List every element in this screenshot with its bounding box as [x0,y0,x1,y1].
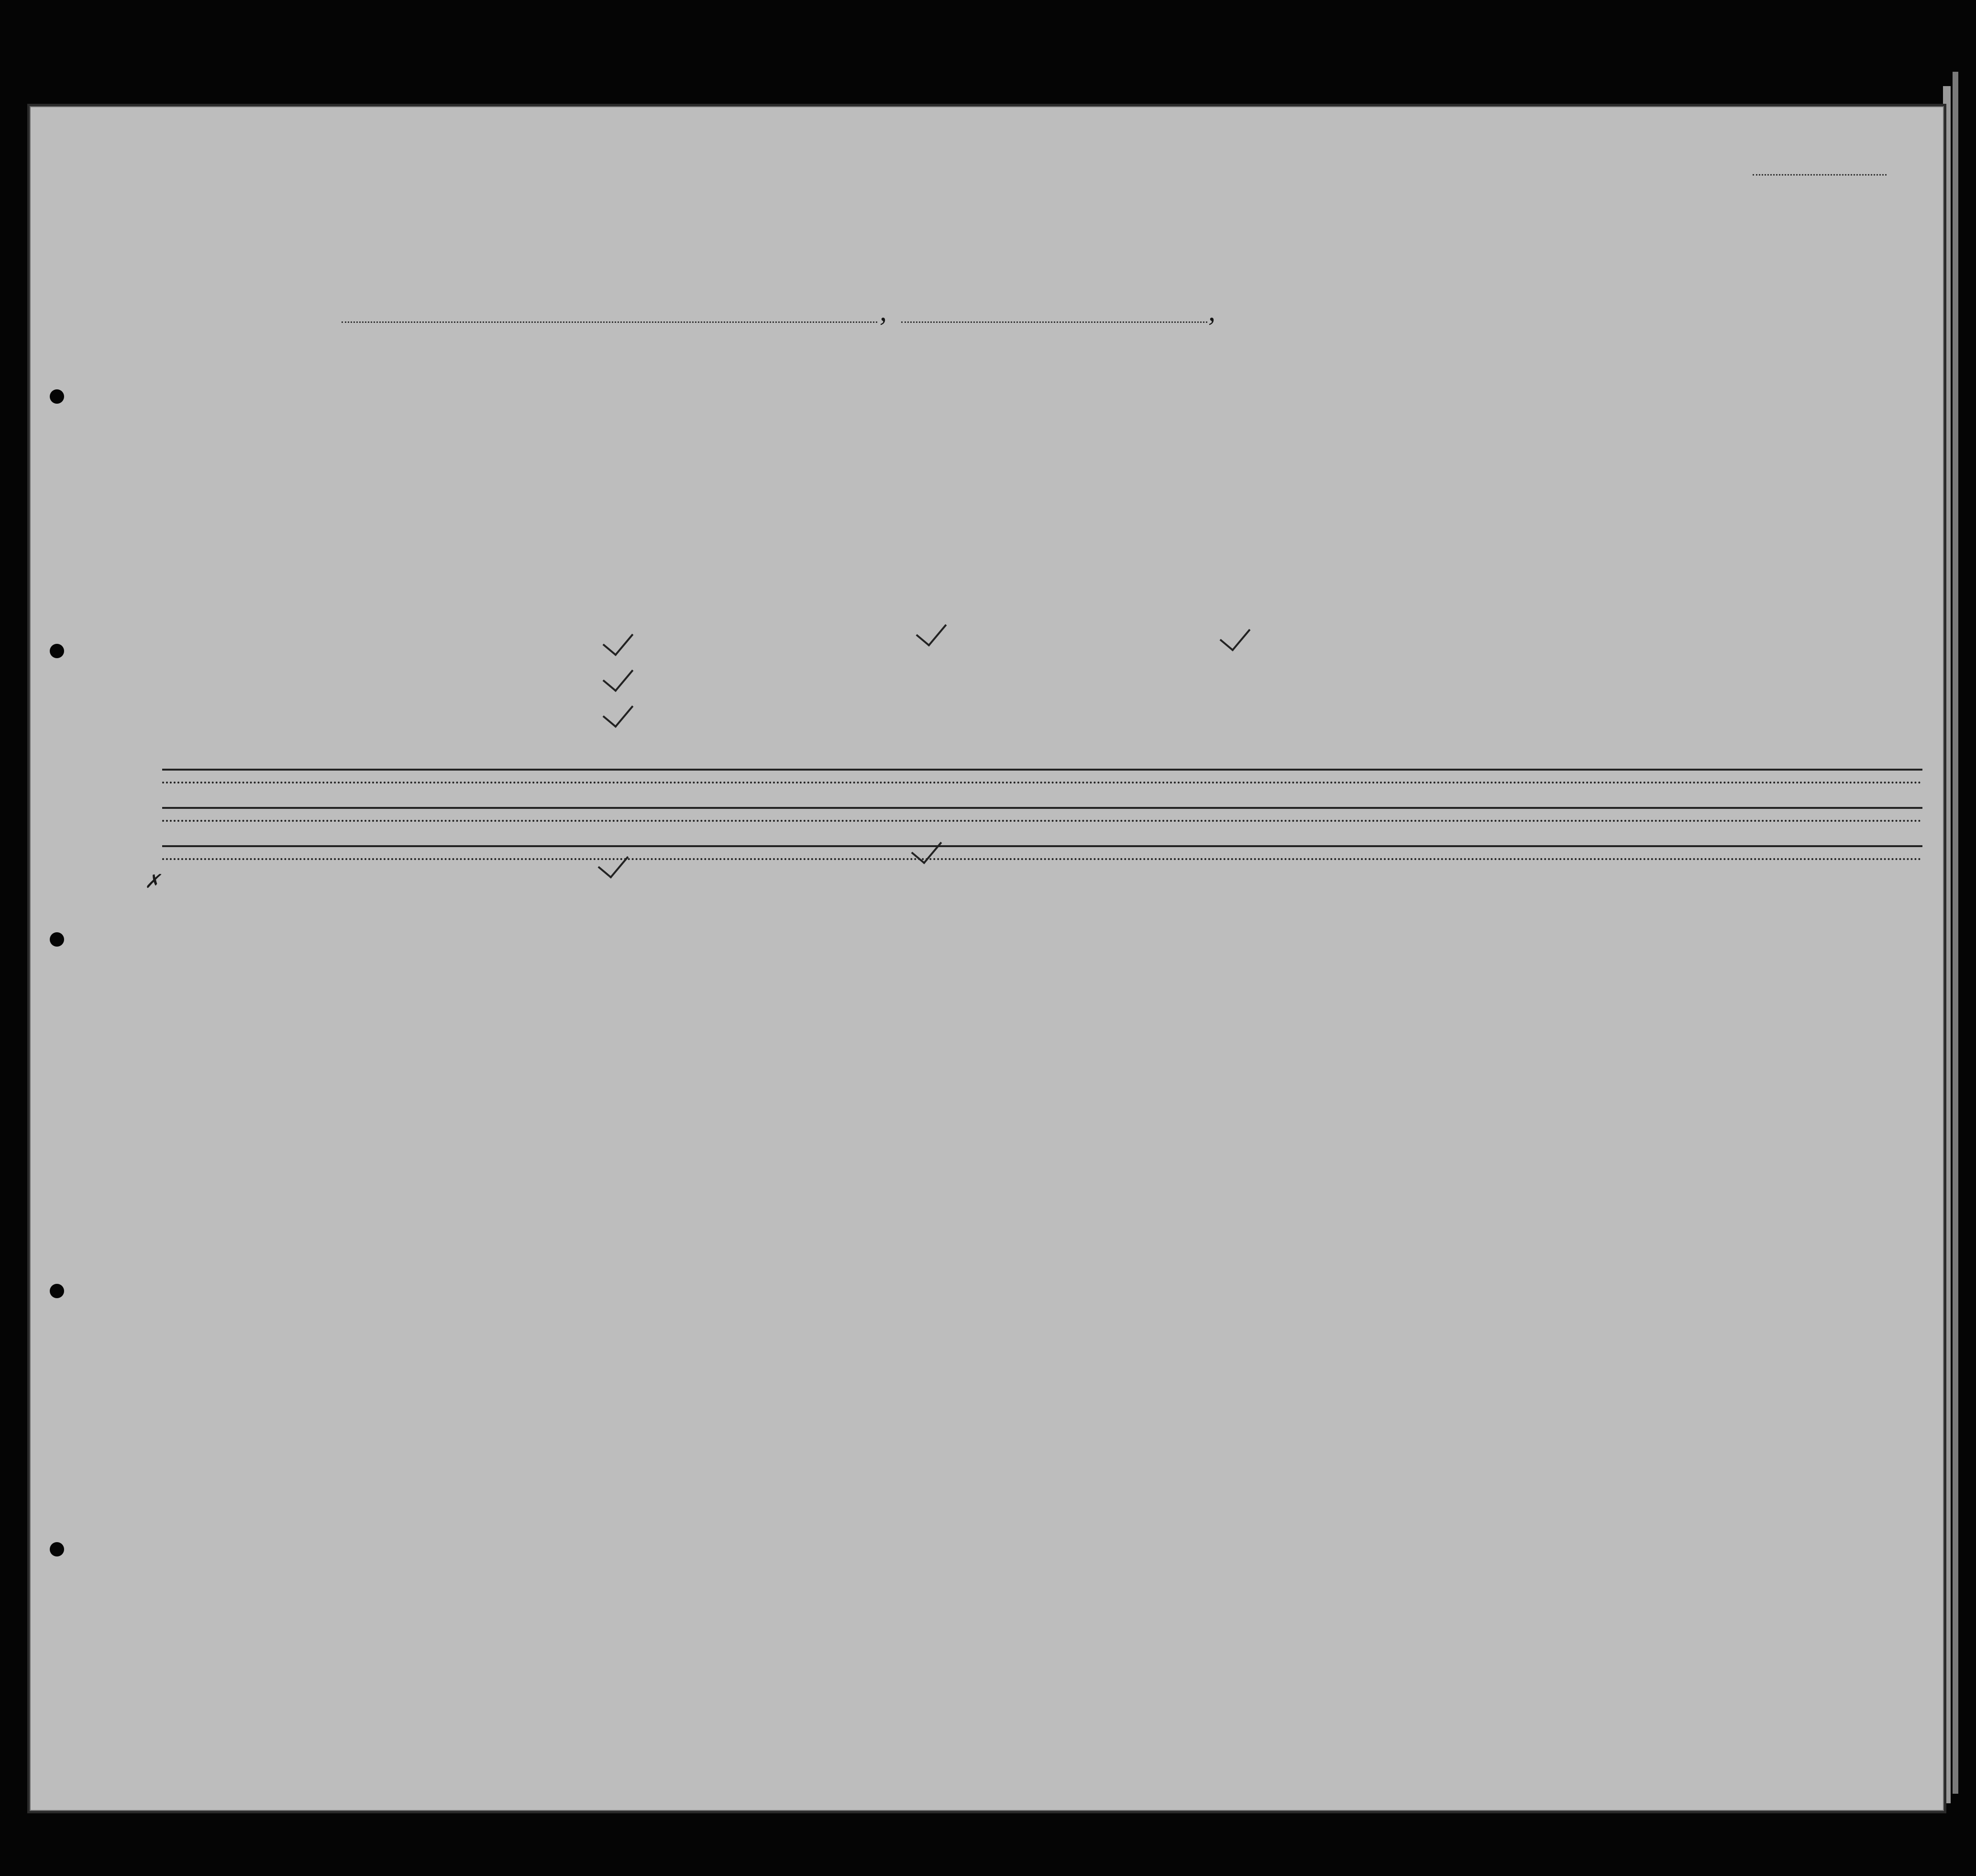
check-mark [603,624,634,656]
strike-line [162,820,1922,822]
punch-hole [50,1284,64,1298]
punch-hole [50,389,64,404]
comma: , [1208,295,1215,327]
page-edge [1953,72,1958,1794]
comma: , [880,295,887,327]
check-mark [916,614,947,647]
strike-line [162,845,1922,847]
punch-hole [50,1542,64,1556]
punch-hole [50,644,64,658]
check-mark [1220,619,1251,651]
check-mark [603,660,634,692]
x-mark: ✗ [144,871,161,892]
check-mark [603,695,634,728]
strike-line [162,858,1922,860]
list-line [1753,174,1887,176]
strike-line [162,769,1922,771]
check-mark [598,846,629,879]
strike-line [162,807,1922,809]
manifest-sheet [30,106,1944,1811]
port-line [342,321,877,323]
strike-line [162,782,1922,784]
page-edge [1943,86,1951,1803]
date-line [901,321,1207,323]
punch-hole [50,932,64,947]
